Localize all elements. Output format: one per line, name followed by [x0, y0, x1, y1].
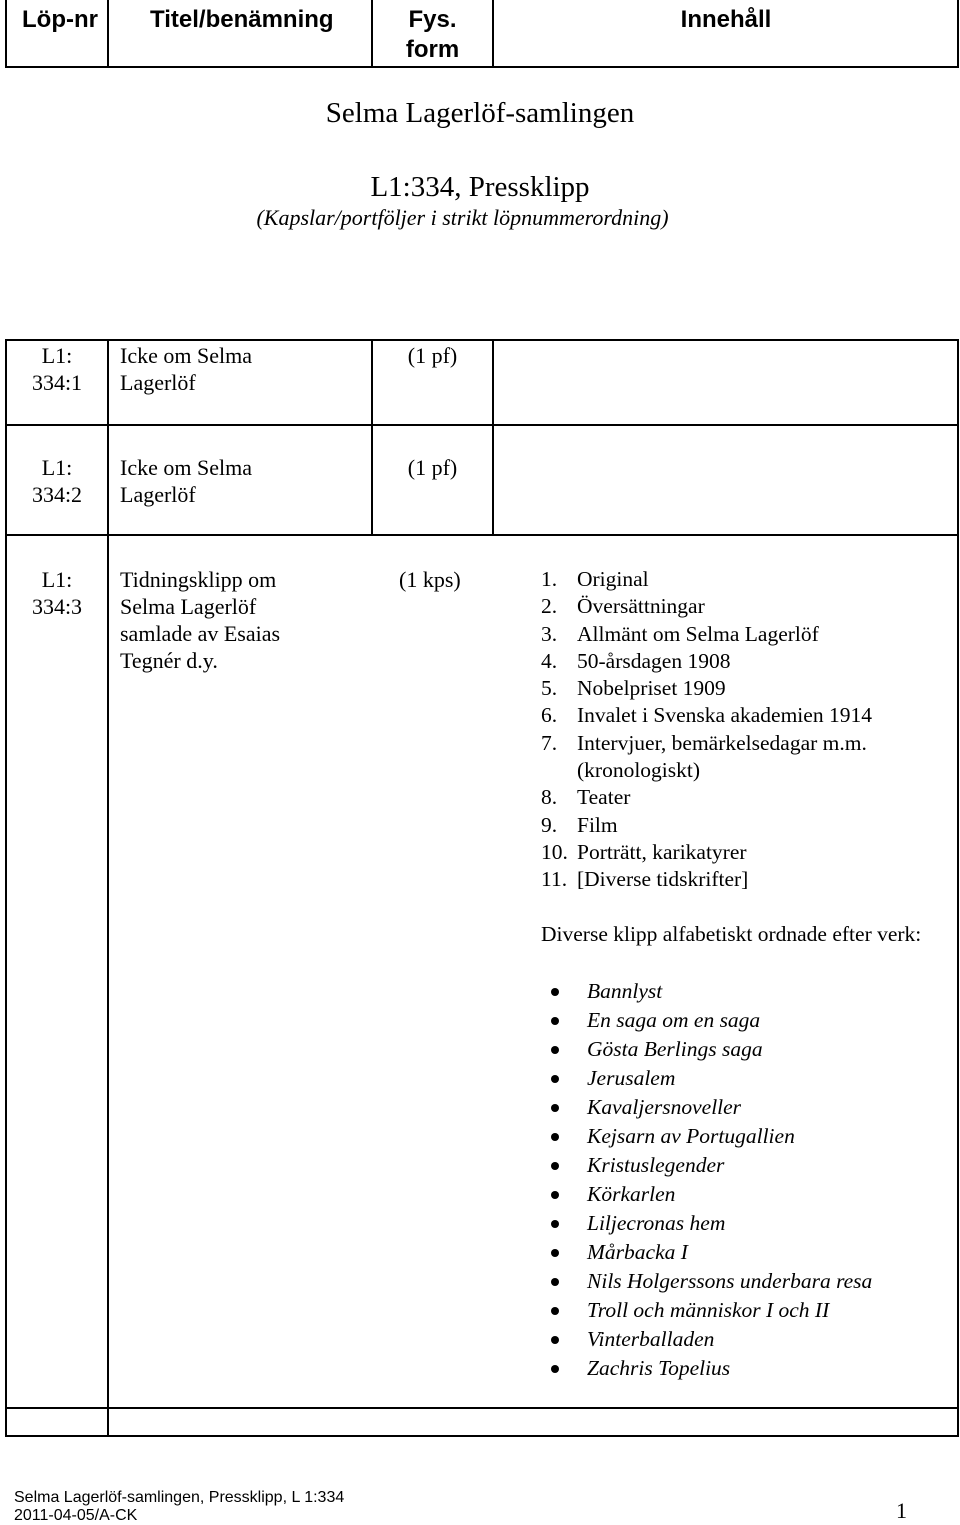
contents-number: 4.: [541, 648, 558, 673]
contents-item: [541, 839, 941, 866]
page-number: 1: [896, 1498, 907, 1523]
contents-text: Teater: [577, 785, 631, 810]
contents-item: [541, 621, 941, 648]
work-item: Kristuslegender: [541, 1151, 872, 1180]
row-nr-line1: L1:: [41, 343, 73, 368]
contents-text: Original: [577, 567, 649, 591]
contents-item: [541, 593, 941, 620]
contents-text: Intervjuer, bemärkelsedagar m.m. (kronologiskt): [577, 730, 867, 783]
contents-text: 50-årsdagen 1908: [577, 648, 731, 673]
row-3-title: [120, 566, 280, 674]
col-divider: [492, 339, 494, 536]
header-fysform-line2: form: [405, 36, 460, 63]
row-2-form: (1 pf): [407, 455, 458, 480]
contents-number: 2.: [541, 594, 558, 619]
row-title-line: samlade av Esaias: [120, 621, 281, 646]
col-divider: [107, 339, 109, 1437]
contents-number: 8.: [541, 785, 558, 810]
contents-text: Allmänt om Selma Lagerlöf: [577, 621, 819, 646]
contents-text: Film: [577, 812, 618, 837]
row-2-title: [120, 454, 252, 508]
row-title-line: Tidningsklipp om: [120, 567, 277, 592]
row-1-form: (1 pf): [407, 343, 458, 368]
row-3-form: (1 kps): [399, 567, 461, 592]
row-nr-line1: L1:: [41, 567, 73, 592]
contents-item: [541, 675, 941, 702]
contents-item: [541, 812, 941, 839]
row-title-line: Selma Lagerlöf: [120, 594, 257, 619]
contents-text: Invalet i Svenska akademien 1914: [577, 703, 872, 728]
work-item: Zachris Topelius: [541, 1354, 872, 1383]
contents-item: [541, 730, 941, 785]
row-title-line: Lagerlöf: [120, 482, 196, 507]
work-item: Kavaljersnoveller: [541, 1093, 872, 1122]
work-item: Liljecronas hem: [541, 1209, 872, 1238]
contents-list: [541, 566, 941, 894]
row-nr-line2: 334:1: [31, 370, 83, 395]
contents-item: [541, 566, 941, 593]
work-item: Mårbacka I: [541, 1238, 872, 1267]
row-nr-line1: L1:: [41, 455, 73, 480]
row-title-line: Tegnér d.y.: [120, 648, 218, 673]
row-nr-line2: 334:3: [31, 594, 83, 619]
contents-number: 1.: [541, 567, 558, 591]
contents-number: 7.: [541, 730, 558, 755]
header-fysform-line1: Fys.: [408, 6, 457, 33]
row-title-line: Lagerlöf: [120, 370, 196, 395]
row-divider: [5, 1407, 959, 1409]
row-2-nr: [7, 454, 107, 508]
work-item: Bannlyst: [541, 977, 872, 1006]
contents-item: [541, 784, 941, 811]
works-list: [541, 977, 872, 1383]
contents-number: 9.: [541, 812, 558, 837]
header-lopnr: Löp-nr: [22, 6, 98, 33]
work-item: Vinterballaden: [541, 1325, 872, 1354]
work-item: Nils Holgerssons underbara resa: [541, 1267, 872, 1296]
contents-text: Nobelpriset 1909: [577, 676, 726, 701]
row-1-title: [120, 342, 252, 396]
series-subtitle: (Kapslar/portföljer i strikt löpnummerordning): [256, 205, 669, 230]
contents-number: 10.: [541, 839, 568, 864]
contents-number: 5.: [541, 676, 558, 701]
work-item: Kejsarn av Portugallien: [541, 1122, 872, 1151]
row-title-line: Icke om Selma: [120, 455, 252, 480]
header-innehall: Innehåll: [680, 6, 772, 33]
contents-item: [541, 866, 941, 893]
collection-title: Selma Lagerlöf-samlingen: [325, 97, 635, 129]
contents-number: 11.: [541, 867, 568, 892]
contents-number: 3.: [541, 621, 558, 646]
contents-item: [541, 648, 941, 675]
work-item: Jerusalem: [541, 1064, 872, 1093]
work-item: Gösta Berlings saga: [541, 1035, 872, 1064]
header-divider: [107, 0, 109, 68]
contents-item: [541, 702, 941, 729]
work-item: Troll och människor I och II: [541, 1296, 872, 1325]
contents-text: Porträtt, karikatyrer: [577, 839, 747, 864]
series-title: L1:334, Pressklipp: [370, 171, 590, 203]
contents-text: [Diverse tidskrifter]: [577, 867, 749, 892]
row-title-line: Icke om Selma: [120, 343, 252, 368]
contents-text: Översättningar: [577, 594, 705, 619]
footer-line1: Selma Lagerlöf-samlingen, Pressklipp, L 1:334: [14, 1489, 345, 1506]
misc-intro: Diverse klipp alfabetiskt ordnade efter verk:: [541, 922, 922, 946]
work-item: Körkarlen: [541, 1180, 872, 1209]
row-divider: [5, 424, 959, 426]
row-1-nr: [7, 342, 107, 396]
row-3-nr: [7, 566, 107, 620]
contents-number: 6.: [541, 703, 558, 728]
row-nr-line2: 334:2: [31, 482, 83, 507]
header-titel: Titel/benämning: [150, 6, 334, 33]
footer-line2: 2011-04-05/A-CK: [14, 1507, 138, 1524]
row-divider: [5, 534, 959, 536]
work-item: En saga om en saga: [541, 1006, 872, 1035]
